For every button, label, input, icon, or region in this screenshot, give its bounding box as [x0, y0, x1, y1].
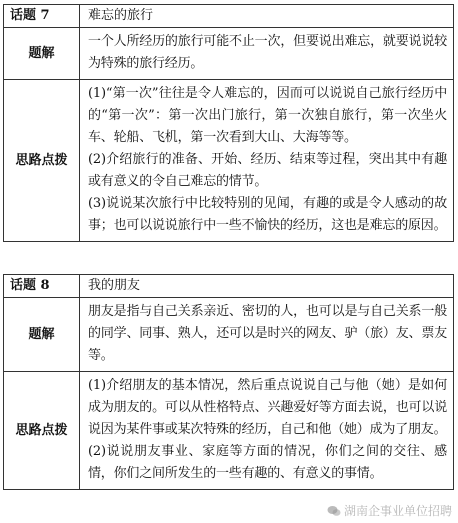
- topic-number: 话题 8: [4, 275, 80, 298]
- approach-label: 思路点拨: [4, 80, 80, 242]
- approach-row: [4, 372, 454, 490]
- paragraph: (2)介绍旅行的准备、开始、经历、结束等过程，突出其中有趣或有意义的令自己难忘的情节。: [88, 152, 447, 189]
- approach-text: [80, 80, 454, 242]
- topic-header-row: [4, 5, 454, 28]
- wechat-icon: [327, 505, 341, 517]
- explanation-text: [80, 28, 454, 80]
- paragraph: 一个人所经历的旅行可能不止一次，但要说出难忘，就要说说较为特殊的旅行经历。: [88, 34, 447, 71]
- watermark: [327, 502, 452, 519]
- topic-header-row: [4, 275, 454, 298]
- approach-label: 思路点拨: [4, 372, 80, 490]
- explanation-label: 题解: [4, 28, 80, 80]
- approach-text: [80, 372, 454, 490]
- topic-number: 话题 7: [4, 5, 80, 28]
- explanation-row: [4, 28, 454, 80]
- topic-title: 难忘的旅行: [80, 5, 454, 28]
- topic-8-table: [3, 274, 454, 490]
- paragraph: (2)说说朋友事业、家庭等方面的情况，你们之间的交往、感情，你们之间所发生的一些有趣的、有意义的事情。: [88, 444, 447, 481]
- topic-title: 我的朋友: [80, 275, 454, 298]
- topic-7-table: [3, 4, 454, 242]
- paragraph: 朋友是指与自己关系亲近、密切的人，也可以是与自己关系一般的同学、同事、熟人，还可以是时兴的网友、驴（旅）友、票友等。: [88, 304, 447, 363]
- approach-row: [4, 80, 454, 242]
- paragraph: (3)说说某次旅行中比较特别的见闻，有趣的或是令人感动的故事；也可以说说旅行中一些不愉快的经历，这也是难忘的原因。: [88, 196, 447, 233]
- explanation-label: 题解: [4, 298, 80, 372]
- paragraph: (1)“第一次”往往是令人难忘的，因而可以说说自己旅行经历中的“第一次”：第一次出门旅行，第一次独自旅行，第一次坐火车、轮船、飞机，第一次看到大山、大海等等。: [88, 86, 447, 145]
- watermark-text: 湖南企事业单位招聘: [343, 504, 452, 518]
- paragraph: (1)介绍朋友的基本情况，然后重点说说自己与他（她）是如何成为朋友的。可以从性格特点、兴趣爱好等方面去说，也可以说说因为某件事或某次特殊的经历，自己和他（她）成为了朋友。: [88, 378, 447, 437]
- explanation-text: [80, 298, 454, 372]
- explanation-row: [4, 298, 454, 372]
